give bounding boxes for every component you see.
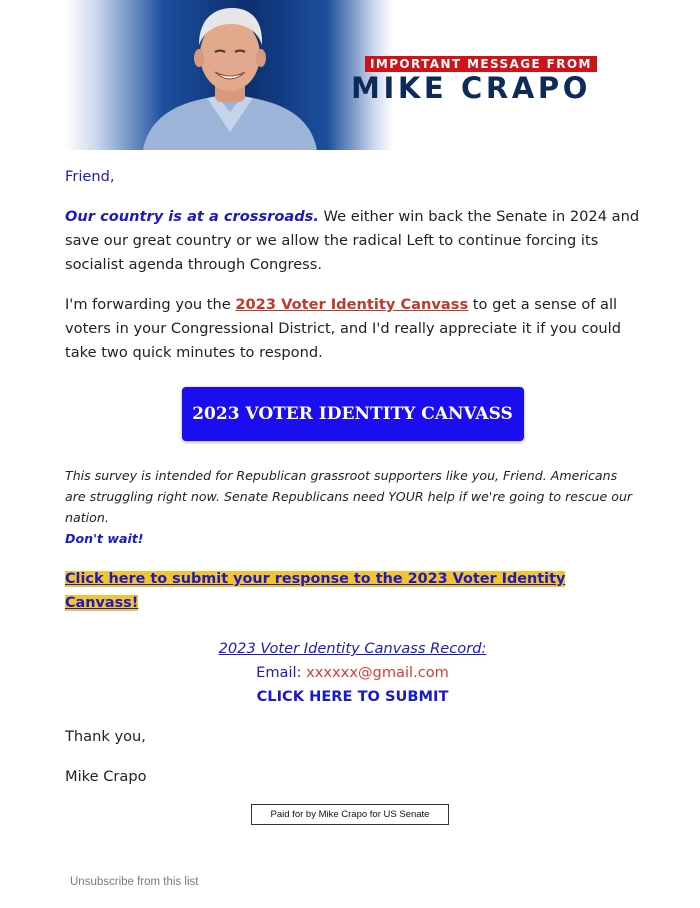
greeting: Friend, [65,168,115,185]
unsubscribe-link[interactable]: Unsubscribe from this list [70,876,199,888]
click-to-submit-link[interactable]: CLICK HERE TO SUBMIT [256,688,449,705]
voter-canvass-button[interactable]: 2023 VOTER IDENTITY CANVASS [182,387,524,441]
paragraph-text: We either win back the Senate in 2024 and save our great country or we allow the radical Left to continue forcing its socialist agenda through Congress. [65,208,640,273]
signature: Mike Crapo [65,768,147,785]
dont-wait-text: Don't wait! [65,531,144,546]
signoff [65,725,640,789]
canvass-record [65,637,640,709]
email-body [65,165,640,805]
paragraph-canvass [65,293,640,365]
paragraph-text: I'm forwarding you the [65,296,236,313]
banner-sender-name: MIKE CRAPO [351,71,591,105]
banner-tagline: IMPORTANT MESSAGE FROM [365,56,597,72]
sender-photo [65,0,393,150]
paragraph-crossroads [65,205,640,277]
header-banner [65,0,635,150]
submit-response-link[interactable]: Click here to submit your response to the 2023 Voter Identity Canvass! [65,571,566,611]
paid-for-disclaimer: Paid for by Mike Crapo for US Senate [251,804,449,825]
record-email-row [65,661,640,685]
survey-note [65,465,640,549]
record-email-label: Email: [256,664,307,681]
canvass-inline-link[interactable]: 2023 Voter Identity Canvass [235,296,469,313]
highlight-link-row [65,567,640,615]
record-title-link[interactable]: 2023 Voter Identity Canvass Record: [218,640,487,657]
survey-note-text: This survey is intended for Republican grassroot supporters like you, Friend. Americans are struggling right now. Senate Republicans need YOUR help if we're going to rescue our nation. [65,468,633,525]
record-email-value: xxxxxx@gmail.com [306,664,449,681]
cta-container [65,387,640,441]
paragraph-text: to get a sense of all voters in your Congressional District, and I'd really appreciate it if you could take two quick minutes to respond. [65,296,621,361]
paragraph-lead: Our country is at a crossroads. [65,208,319,225]
thanks-text: Thank you, [65,728,146,745]
person-portrait-icon [135,0,325,150]
